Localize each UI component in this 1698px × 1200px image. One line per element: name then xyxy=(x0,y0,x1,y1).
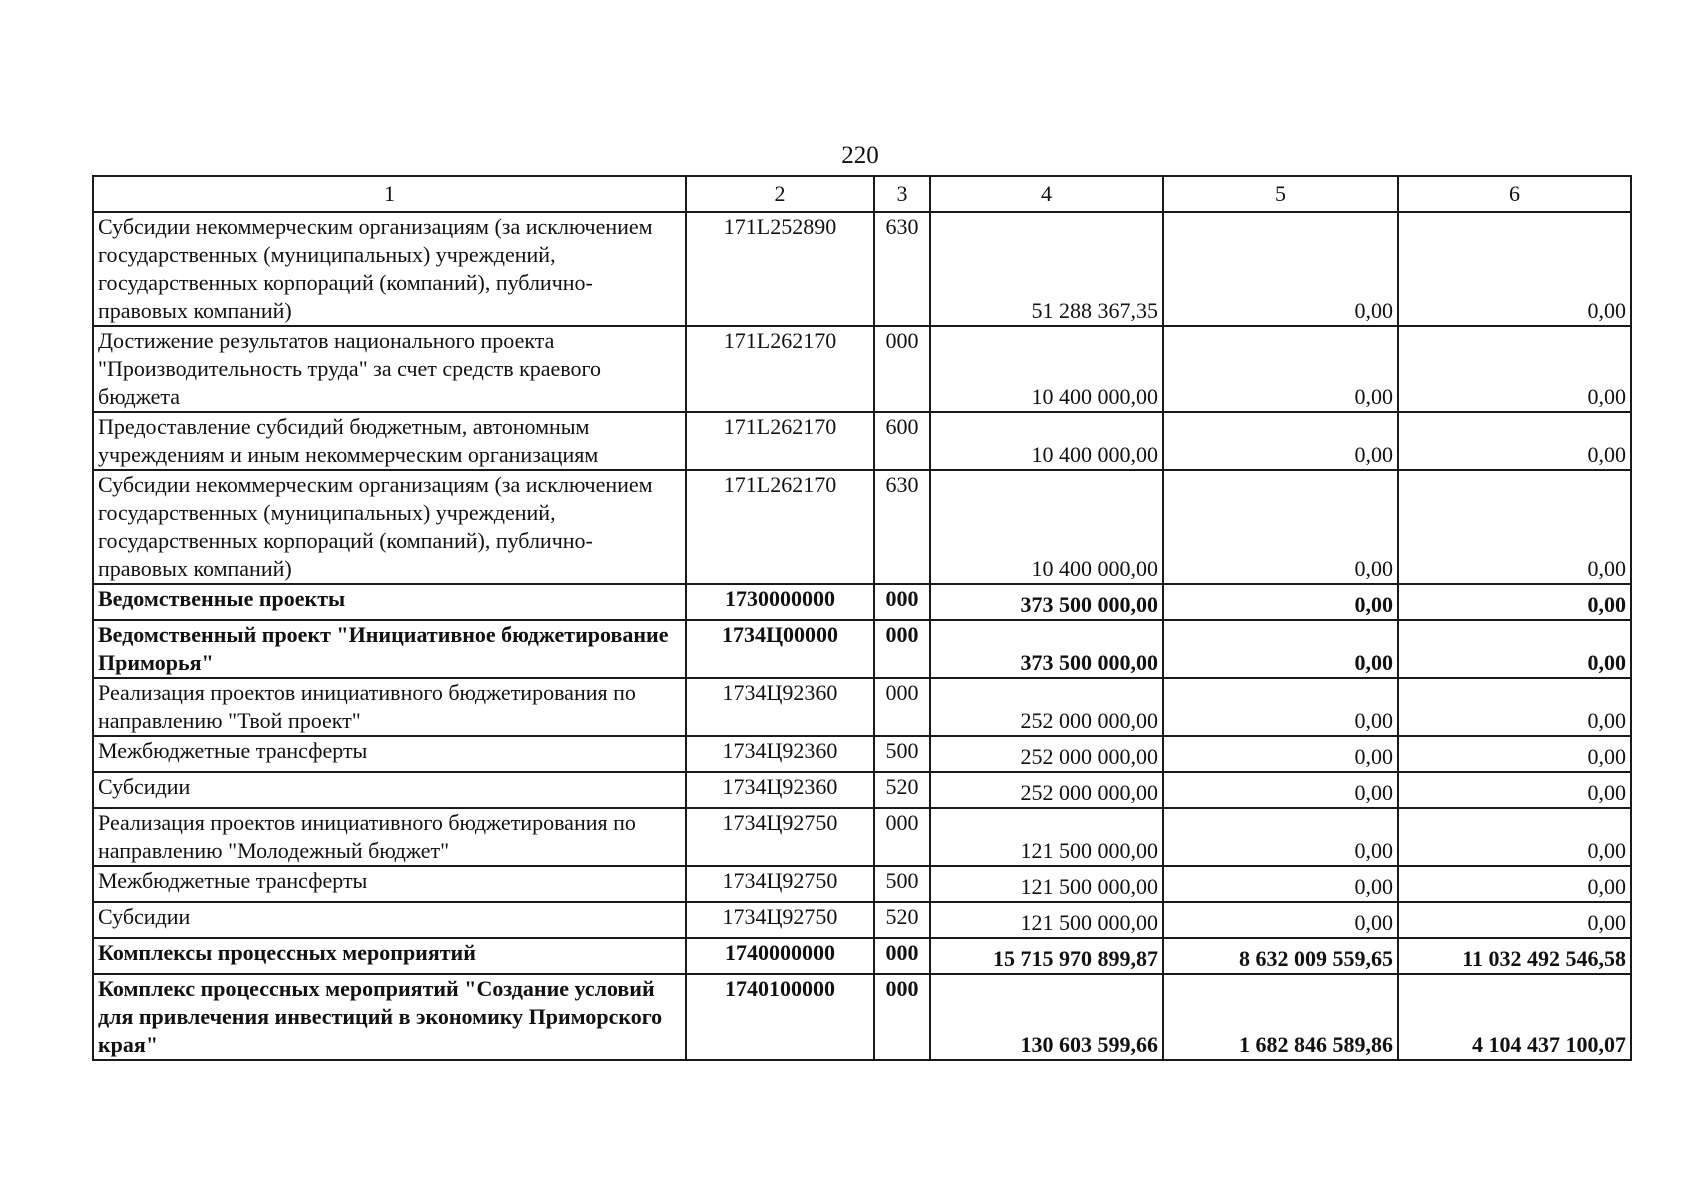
row-name: Субсидии некоммерческим организациям (за исключением государственных (муниципальных) учреждений, государственных корпораций (компаний), публично-правовых компаний) xyxy=(93,470,686,584)
row-code: 1740000000 xyxy=(686,938,874,974)
row-code: 1734Ц92750 xyxy=(686,866,874,902)
row-value-col5: 0,00 xyxy=(1163,326,1398,412)
row-value-col4: 121 500 000,00 xyxy=(930,902,1163,938)
table-row xyxy=(93,736,1631,772)
page-number: 220 xyxy=(841,142,879,169)
row-type: 500 xyxy=(874,866,930,902)
row-type: 600 xyxy=(874,412,930,470)
row-name: Межбюджетные трансферты xyxy=(93,736,686,772)
header-cell-5: 5 xyxy=(1163,176,1398,212)
header-cell-1: 1 xyxy=(93,176,686,212)
row-name: Субсидии xyxy=(93,902,686,938)
row-value-col4: 15 715 970 899,87 xyxy=(930,938,1163,974)
row-value-col5: 0,00 xyxy=(1163,584,1398,620)
row-type: 000 xyxy=(874,584,930,620)
row-value-col4: 252 000 000,00 xyxy=(930,772,1163,808)
row-code: 171L262170 xyxy=(686,326,874,412)
header-cell-6: 6 xyxy=(1398,176,1631,212)
row-type: 000 xyxy=(874,974,930,1060)
row-name: Субсидии xyxy=(93,772,686,808)
row-name: Ведомственные проекты xyxy=(93,584,686,620)
row-code: 1734Ц92360 xyxy=(686,772,874,808)
row-name: Предоставление субсидий бюджетным, автономным учреждениям и иным некоммерческим организациям xyxy=(93,412,686,470)
row-value-col5: 0,00 xyxy=(1163,678,1398,736)
row-value-col4: 10 400 000,00 xyxy=(930,412,1163,470)
row-value-col6: 0,00 xyxy=(1398,326,1631,412)
row-type: 520 xyxy=(874,772,930,808)
row-code: 1730000000 xyxy=(686,584,874,620)
row-name: Реализация проектов инициативного бюджетирования по направлению "Твой проект" xyxy=(93,678,686,736)
row-value-col6: 4 104 437 100,07 xyxy=(1398,974,1631,1060)
table-row xyxy=(93,212,1631,326)
row-code: 1734Ц92750 xyxy=(686,902,874,938)
row-name: Достижение результатов национального проекта "Производительность труда" за счет средств краевого бюджета xyxy=(93,326,686,412)
row-value-col6: 0,00 xyxy=(1398,620,1631,678)
row-code: 1740100000 xyxy=(686,974,874,1060)
row-type: 520 xyxy=(874,902,930,938)
row-value-col6: 0,00 xyxy=(1398,808,1631,866)
row-name: Комплекс процессных мероприятий "Создание условий для привлечения инвестиций в экономику Приморского края" xyxy=(93,974,686,1060)
row-type: 000 xyxy=(874,620,930,678)
row-value-col4: 373 500 000,00 xyxy=(930,584,1163,620)
row-value-col5: 0,00 xyxy=(1163,212,1398,326)
row-value-col6: 0,00 xyxy=(1398,772,1631,808)
table-row xyxy=(93,938,1631,974)
header-row xyxy=(93,176,1631,212)
row-value-col4: 10 400 000,00 xyxy=(930,470,1163,584)
table-row xyxy=(93,974,1631,1060)
table-row xyxy=(93,620,1631,678)
row-value-col5: 0,00 xyxy=(1163,808,1398,866)
table-row xyxy=(93,326,1631,412)
header-cell-3: 3 xyxy=(874,176,930,212)
budget-table xyxy=(92,175,1632,1061)
row-name: Комплексы процессных мероприятий xyxy=(93,938,686,974)
row-value-col4: 51 288 367,35 xyxy=(930,212,1163,326)
row-value-col5: 0,00 xyxy=(1163,902,1398,938)
row-value-col6: 11 032 492 546,58 xyxy=(1398,938,1631,974)
table-row xyxy=(93,808,1631,866)
row-value-col6: 0,00 xyxy=(1398,866,1631,902)
row-value-col6: 0,00 xyxy=(1398,902,1631,938)
row-type: 630 xyxy=(874,212,930,326)
row-value-col5: 1 682 846 589,86 xyxy=(1163,974,1398,1060)
row-code: 1734Ц92360 xyxy=(686,736,874,772)
row-value-col4: 121 500 000,00 xyxy=(930,866,1163,902)
header-cell-2: 2 xyxy=(686,176,874,212)
row-code: 171L252890 xyxy=(686,212,874,326)
table-row xyxy=(93,470,1631,584)
row-value-col6: 0,00 xyxy=(1398,736,1631,772)
table-row xyxy=(93,678,1631,736)
row-value-col6: 0,00 xyxy=(1398,412,1631,470)
table-row xyxy=(93,902,1631,938)
row-value-col4: 252 000 000,00 xyxy=(930,736,1163,772)
row-type: 000 xyxy=(874,808,930,866)
row-value-col6: 0,00 xyxy=(1398,584,1631,620)
row-value-col4: 373 500 000,00 xyxy=(930,620,1163,678)
table-row xyxy=(93,772,1631,808)
row-type: 500 xyxy=(874,736,930,772)
row-value-col4: 130 603 599,66 xyxy=(930,974,1163,1060)
row-code: 1734Ц92750 xyxy=(686,808,874,866)
table-row xyxy=(93,584,1631,620)
row-value-col5: 0,00 xyxy=(1163,470,1398,584)
row-name: Межбюджетные трансферты xyxy=(93,866,686,902)
row-name: Субсидии некоммерческим организациям (за исключением государственных (муниципальных) учреждений, государственных корпораций (компаний), публично-правовых компаний) xyxy=(93,212,686,326)
row-type: 630 xyxy=(874,470,930,584)
row-value-col5: 0,00 xyxy=(1163,772,1398,808)
row-type: 000 xyxy=(874,326,930,412)
row-code: 171L262170 xyxy=(686,470,874,584)
row-type: 000 xyxy=(874,938,930,974)
table-row xyxy=(93,412,1631,470)
row-code: 171L262170 xyxy=(686,412,874,470)
row-value-col5: 8 632 009 559,65 xyxy=(1163,938,1398,974)
row-name: Реализация проектов инициативного бюджетирования по направлению "Молодежный бюджет" xyxy=(93,808,686,866)
row-type: 000 xyxy=(874,678,930,736)
row-code: 1734Ц92360 xyxy=(686,678,874,736)
row-code: 1734Ц00000 xyxy=(686,620,874,678)
row-value-col4: 121 500 000,00 xyxy=(930,808,1163,866)
row-value-col5: 0,00 xyxy=(1163,736,1398,772)
row-value-col6: 0,00 xyxy=(1398,470,1631,584)
row-name: Ведомственный проект "Инициативное бюджетирование Приморья" xyxy=(93,620,686,678)
header-cell-4: 4 xyxy=(930,176,1163,212)
row-value-col6: 0,00 xyxy=(1398,678,1631,736)
row-value-col5: 0,00 xyxy=(1163,620,1398,678)
row-value-col4: 10 400 000,00 xyxy=(930,326,1163,412)
table-row xyxy=(93,866,1631,902)
row-value-col6: 0,00 xyxy=(1398,212,1631,326)
row-value-col4: 252 000 000,00 xyxy=(930,678,1163,736)
row-value-col5: 0,00 xyxy=(1163,412,1398,470)
row-value-col5: 0,00 xyxy=(1163,866,1398,902)
